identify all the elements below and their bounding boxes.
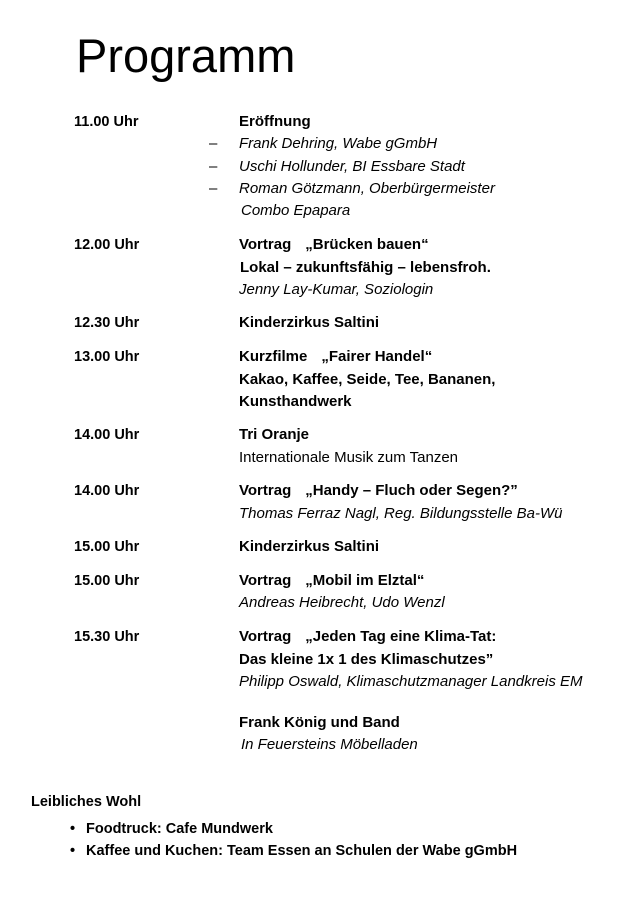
speaker-line: Uschi Hollunder, BI Essbare Stadt — [239, 158, 465, 175]
entry-time: 15.00 Uhr — [74, 573, 140, 589]
speaker-line: Roman Götzmann, Oberbürgermeister — [239, 180, 495, 197]
entry-description: Internationale Musik zum Tanzen — [239, 449, 459, 466]
entry-heading — [239, 236, 429, 254]
entry-subtitle: Kakao, Kaffee, Seide, Tee, Bananen, — [239, 371, 496, 388]
entry-topic: „Mobil im Elztal“ — [305, 572, 425, 589]
speaker-line: Frank Dehring, Wabe gGmbH — [239, 135, 438, 152]
entry-kind: Vortrag — [239, 572, 292, 589]
entry-subtitle: Kunsthandwerk — [239, 393, 352, 410]
entry-kind: Vortrag — [239, 482, 292, 499]
entry-time: 15.30 Uhr — [74, 629, 140, 645]
bullet-icon: • — [70, 821, 76, 837]
entry-subtitle: Lokal – zukunftsfähig – lebensfroh. — [240, 259, 491, 276]
entry-heading: Eröffnung — [239, 113, 311, 130]
speaker-line: Philipp Oswald, Klimaschutzmanager Landkreis EM — [239, 673, 583, 690]
entry-time: 12.00 Uhr — [74, 237, 140, 253]
entry-topic: „Brücken bauen“ — [305, 236, 429, 253]
list-dash: – — [209, 158, 218, 175]
entry-heading: Kinderzirkus Saltini — [239, 538, 380, 555]
entry-heading — [239, 628, 496, 646]
entry-time: 14.00 Uhr — [74, 483, 140, 499]
bullet-icon: • — [70, 843, 76, 859]
food-item-label: Kaffee und Kuchen: Team Essen an Schulen der Wabe gGmbH — [86, 843, 518, 859]
entry-topic: „Handy – Fluch oder Segen?” — [305, 482, 518, 499]
food-heading: Leibliches Wohl — [31, 794, 142, 810]
entry-time: 15.00 Uhr — [74, 539, 140, 555]
entry-heading — [239, 482, 518, 500]
food-list — [70, 818, 517, 862]
entry-heading: Kinderzirkus Saltini — [239, 314, 380, 331]
food-item-label: Foodtruck: Cafe Mundwerk — [86, 821, 273, 837]
speaker-line: Thomas Ferraz Nagl, Reg. Bildungsstelle Ba-Wü — [239, 505, 563, 522]
entry-topic: „Jeden Tag eine Klima-Tat: — [305, 628, 497, 645]
speaker-line: In Feuersteins Möbelladen — [241, 736, 418, 753]
entry-heading: Tri Oranje — [239, 426, 310, 443]
list-dash: – — [209, 135, 218, 152]
entry-kind: Vortrag — [239, 628, 292, 645]
entry-subtitle: Das kleine 1x 1 des Klimaschutzes” — [239, 651, 494, 668]
entry-time: 11.00 Uhr — [74, 114, 139, 130]
speaker-line: Combo Epapara — [241, 202, 351, 219]
entry-heading — [239, 572, 424, 590]
list-item — [70, 840, 517, 862]
speaker-line: Andreas Heibrecht, Udo Wenzl — [239, 594, 445, 611]
entry-time: 13.00 Uhr — [74, 349, 140, 365]
list-item — [70, 818, 517, 840]
entry-time: 12.30 Uhr — [74, 315, 140, 331]
entry-kind: Vortrag — [239, 236, 292, 253]
entry-heading: Frank König und Band — [239, 714, 400, 731]
entry-time: 14.00 Uhr — [74, 427, 140, 443]
entry-kind: Kurzfilme — [239, 348, 308, 365]
speaker-line: Jenny Lay-Kumar, Soziologin — [239, 281, 434, 298]
list-dash: – — [209, 180, 218, 197]
entry-heading — [239, 348, 432, 366]
entry-topic: „Fairer Handel“ — [321, 348, 433, 365]
page-title: Programm — [76, 29, 296, 82]
